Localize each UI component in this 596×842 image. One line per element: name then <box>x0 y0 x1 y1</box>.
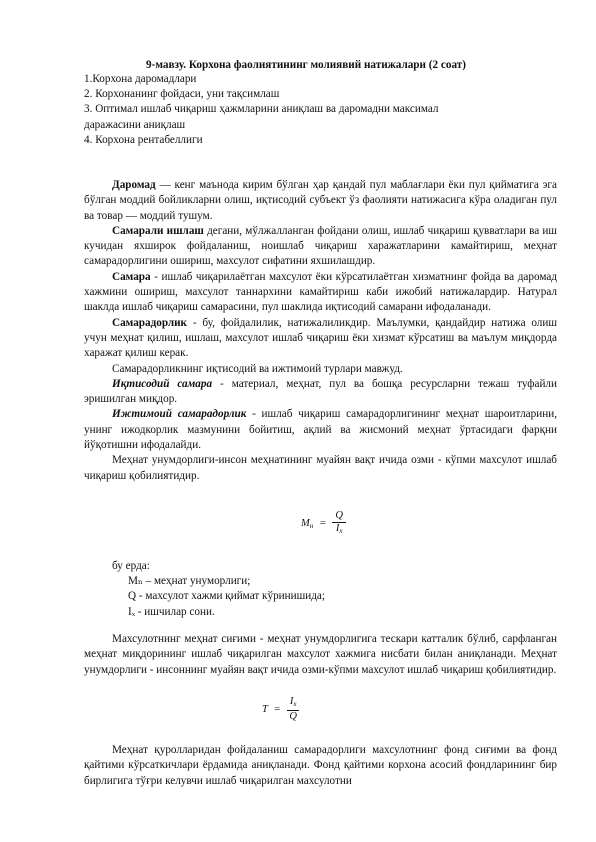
body-text-middle <box>84 632 557 678</box>
definition-item: Q - махсулот хажми қиймат кўринишида; <box>128 590 326 603</box>
term-economic-effect: Иқтисодий самара <box>112 377 213 390</box>
outline-item: 4. Корхона рентабеллиги <box>84 133 203 146</box>
outline-item: 1.Корхона даромадлари <box>84 73 197 85</box>
outline-item: 2. Корхонанинг фойдаси, уни тақсимлаш <box>84 88 280 101</box>
definition-item: Iₓ - ишчилар сони. <box>128 605 215 618</box>
outline-item: даражасини аниқлаш <box>84 118 186 131</box>
definition-item: Mₙ – меҳнат унуморлиги; <box>128 575 251 587</box>
paragraph-tools-efficiency: Меҳнат қуролларидан фойдаланиш самарадорлиги махсулотнинг фонд сиғими ва фонд қайтими кўрсаткичлари ёрдамида аниқланади. Фонд қайтими корхона асосий фондларининг бир бирлигига тўғри келувчи ишлаб чиқарилган махсулотни <box>84 744 557 787</box>
topic-outline <box>84 72 524 148</box>
term-effect: Самара <box>112 270 151 283</box>
paragraph-efficiency: Самарадорлик - бу, фойдалилик, натижалиликдир. Маълумки, қандайдир натижа олиш учун меҳнат қилиш, ишлаш, махсулот ишлаб чиқариш ёки хизмат кўрсатиш ва маълум миқдорда харажат қилиш керак. <box>84 316 557 360</box>
paragraph-labor-intensity: Махсулотнинг меҳнат сиғими - меҳнат унумдорлигига тескари катталик бўлиб, сарфланган меҳнат миқдорининг ишлаб чиқарилган махсулот хажмига нисбати билан аниқланади. Меҳнат унумдорлиги - инсоннинг муайян вақт ичида озми-кўпми махсулот ишлаб чиқариш қобилиятидир. <box>84 633 557 676</box>
paragraph-social-efficiency: Ижтимоий самарадорлик - ишлаб чиқариш самарадорлигининг меҳнат шароитларини, унинг ижодкорлик мазмунини бойитиш, ақлий ва жисмоний меҳнат ўртасидаги фарқни йўқотишни ифодалайди. <box>84 408 557 452</box>
page-title: 9-мавзу. Корхона фаолиятининг молиявий натижалари (2 соат) <box>146 59 466 71</box>
outline-item: 3. Оптимал ишлаб чиқариш ҳажмларини аниқлаш ва даромадни максимал <box>84 103 439 116</box>
body-text-upper <box>84 178 557 484</box>
formula-labor-productivity: $M_н$ = $\frac{Q}{I_х}$ <box>301 510 346 537</box>
term-income: Даромад <box>112 179 156 191</box>
term-social-efficiency: Ижтимоий самарадорлик <box>112 408 247 421</box>
formula-labor-intensity: T = $\frac{I_х}{Q}$ <box>262 696 299 723</box>
paragraph-labor-productivity: Меҳнат унумдорлиги-инсон меҳнатининг муайян вақт ичида озми - кўпми махсулот ишлаб чиқариш қобилиятидир. <box>84 454 557 482</box>
term-efficient-work: Самарали ишлаш <box>112 224 204 237</box>
where-label: бу ерда: <box>112 560 150 572</box>
paragraph-income: Даромад — кенг маънода кирим бўлган ҳар қандай пул маблағлари ёки пул қийматига эга бўлган моддий бойликларни олиш, иқтисодий субъект ўз фаолияти натижасига кўра оладиган пул ва товар — моддий тушум. <box>84 179 557 222</box>
paragraph-types: Самарадорликнинг иқтисодий ва ижтимоий турлари мавжуд. <box>112 362 403 375</box>
paragraph-efficient-work: Самарали ишлаш дегани, мўлжалланган фойдани олиш, ишлаб чиқариш қувватлари ва иш кучидан яхширок фойдаланиш, ноишлаб чиқариш харажатларини камайтириш, меҳнат самарадорлигини ошириш, махсулот сифатини яхшилашдир. <box>84 224 557 268</box>
definitions-list <box>128 574 325 620</box>
paragraph-economic-effect: Иқтисодий самара - материал, меҳнат, пул ва бошқа ресурсларни тежаш туфайли эришилган миқдор. <box>84 377 558 406</box>
body-text-lower <box>84 743 557 789</box>
paragraph-effect: Самара - ишлаб чиқарилаётган махсулот ёки кўрсатилаётган хизматнинг фойда ва даромад хажмини ошириш, махсулот таннархини камайтириш каби ижобий натижалардир. Натурал шаклда ишлаб чиқариш самарасини, пул шаклида иқтисодий самарани ифодаланади. <box>84 270 557 314</box>
term-efficiency: Самарадорлик <box>112 316 187 329</box>
